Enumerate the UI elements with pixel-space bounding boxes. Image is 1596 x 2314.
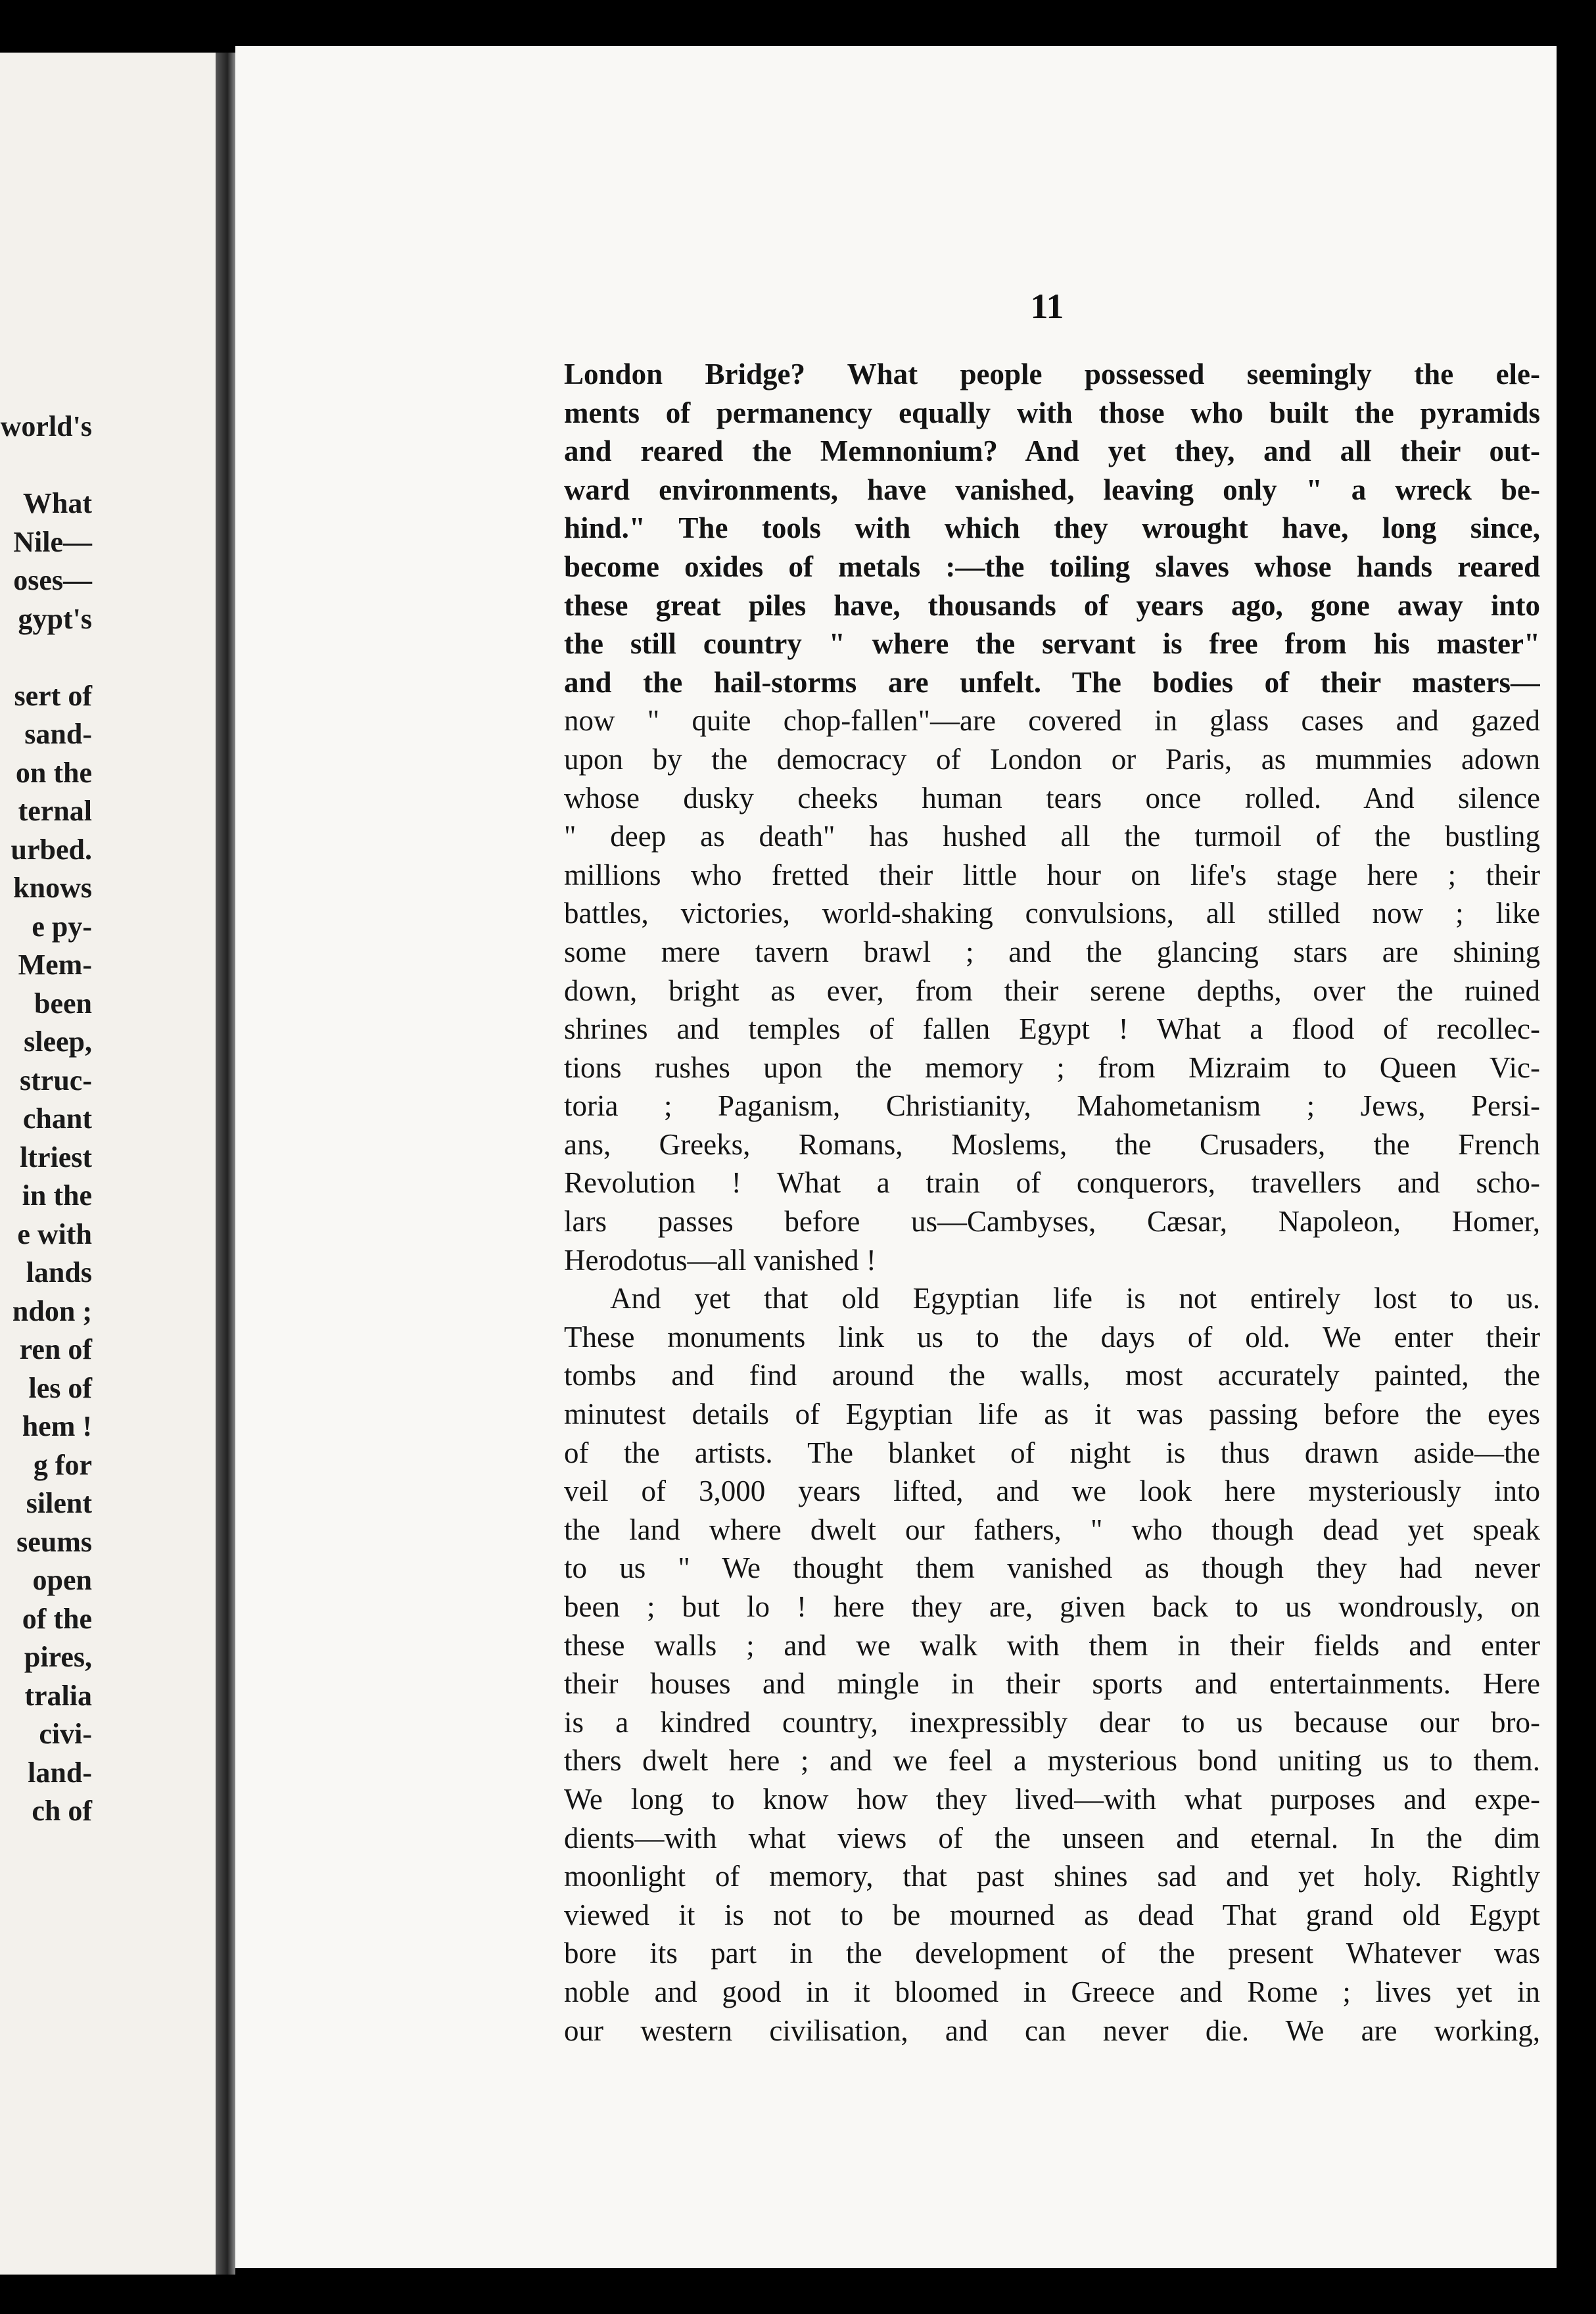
text-line: the still country " where the servant is free from his master" [564, 627, 1540, 661]
text-line: tions rushes upon the memory ; from Mizraim to Queen Vic- [564, 1051, 1540, 1084]
left-fragment-line: sand- [24, 718, 92, 750]
left-fragment-line: civi- [39, 1718, 92, 1750]
text-line: thers dwelt here ; and we feel a mysterious bond uniting us to them. [564, 1744, 1540, 1778]
left-fragment-line: sleep, [24, 1026, 92, 1058]
text-line: hind." The tools with which they wrought have, long since, [564, 511, 1540, 545]
body-text [564, 355, 1540, 2050]
left-fragment-line: on the [15, 756, 92, 789]
right-page [235, 46, 1557, 2268]
text-line: been ; but lo ! here they are, given back to us wondrously, on [564, 1590, 1540, 1623]
text-line: Herodotus—all vanished ! [564, 1243, 876, 1277]
text-line: moonlight of memory, that past shines sad and yet holy. Rightly [564, 1860, 1540, 1893]
left-fragment-line: world's [0, 410, 92, 442]
left-fragment-line: of the [22, 1602, 92, 1635]
text-line: veil of 3,000 years lifted, and we look here mysteriously into [564, 1475, 1540, 1508]
left-fragment-line: urbed. [11, 833, 92, 866]
text-line: millions who fretted their little hour on life's stage here ; their [564, 858, 1540, 891]
left-fragment-line: pires, [24, 1641, 92, 1673]
text-line: these great piles have, thousands of years ago, gone away into [564, 588, 1540, 622]
text-line: shrines and temples of fallen Egypt ! What a flood of recollec- [564, 1012, 1540, 1046]
left-fragment-line: g for [33, 1448, 92, 1481]
text-line: These monuments link us to the days of old. We enter their [564, 1320, 1540, 1354]
text-line: dients—with what views of the unseen and eternal. In the dim [564, 1821, 1540, 1854]
text-line: our western civilisation, and can never die. We are working, [564, 2014, 1540, 2047]
text-line: some mere tavern brawl ; and the glancing stars are shining [564, 935, 1540, 968]
text-line: now " quite chop-fallen"—are covered in glass cases and gazed [564, 704, 1540, 738]
text-line: and the hail-storms are unfelt. The bodies of their masters— [564, 665, 1540, 699]
left-fragment-line: sert of [14, 679, 92, 712]
left-fragment-line [0, 638, 92, 677]
left-fragment-line: ndon ; [12, 1294, 92, 1327]
text-line: And yet that old Egyptian life is not entirely lost to us. [610, 1282, 1540, 1315]
left-fragment-line: hem ! [22, 1410, 92, 1442]
text-line: bore its part in the development of the present Whatever was [564, 1937, 1540, 1970]
text-line: the land where dwelt our fathers, " who though dead yet speak [564, 1513, 1540, 1546]
left-fragment-line: oses— [13, 564, 92, 596]
text-line: ans, Greeks, Romans, Moslems, the Crusaders, the French [564, 1127, 1540, 1161]
text-line: down, bright as ever, from their serene depths, over the ruined [564, 974, 1540, 1007]
text-line: battles, victories, world-shaking convulsions, all stilled now ; like [564, 897, 1540, 930]
text-line: whose dusky cheeks human tears once rolled. And silence [564, 781, 1540, 815]
text-line: minutest details of Egyptian life as it was passing before the eyes [564, 1398, 1540, 1431]
left-fragment-line: lands [26, 1256, 92, 1288]
text-line: lars passes before us—Cambyses, Cæsar, Napoleon, Homer, [564, 1205, 1540, 1239]
text-line: noble and good in it bloomed in Greece and Rome ; lives yet in [564, 1975, 1540, 2008]
left-fragment-line [0, 446, 92, 485]
text-line: is a kindred country, inexpressibly dear to us because our bro- [564, 1705, 1540, 1739]
left-fragment-line: tralia [24, 1679, 92, 1712]
text-line: become oxides of metals :—the toiling slaves whose hands reared [564, 550, 1540, 583]
text-line: and reared the Memnonium? And yet they, and all their out- [564, 435, 1540, 468]
left-fragment-line: land- [28, 1756, 92, 1789]
left-fragment-line: knows [13, 872, 92, 904]
left-fragment-line: Mem- [18, 949, 92, 981]
page-number: 11 [1030, 287, 1064, 326]
left-fragment-line: open [32, 1564, 92, 1596]
left-fragment-line: struc- [20, 1064, 92, 1097]
text-line: toria ; Paganism, Christianity, Mahometanism ; Jews, Persi- [564, 1089, 1540, 1123]
left-page [0, 53, 227, 2275]
left-fragment-line: silent [26, 1487, 92, 1519]
text-line: their houses and mingle in their sports and entertainments. Here [564, 1667, 1540, 1701]
text-line: London Bridge? What people possessed seemingly the ele- [564, 358, 1540, 390]
left-fragment-line: ch of [32, 1795, 92, 1827]
text-line: ward environments, have vanished, leaving only " a wreck be- [564, 473, 1540, 506]
left-fragment-line: ltriest [20, 1141, 92, 1173]
left-fragment-line: What [22, 487, 92, 519]
left-fragment-line: ren of [19, 1333, 92, 1365]
text-line: tombs and find around the walls, most accurately painted, the [564, 1359, 1540, 1392]
left-fragment-line: Nile— [13, 525, 92, 558]
text-line: Revolution ! What a train of conquerors, travellers and scho- [564, 1166, 1540, 1200]
text-line: upon by the democracy of London or Paris, as mummies adown [564, 742, 1540, 776]
text-line: ments of permanency equally with those who built the pyramids [564, 396, 1540, 429]
left-fragment-line: e with [17, 1217, 92, 1250]
text-line: to us " We thought them vanished as though they had never [564, 1551, 1540, 1585]
left-fragment-line: les of [28, 1371, 92, 1404]
text-line: viewed it is not to be mourned as dead That grand old Egypt [564, 1898, 1540, 1931]
book-gutter [216, 53, 235, 2275]
left-fragment-line: in the [22, 1179, 92, 1212]
left-fragment-line: been [34, 987, 92, 1020]
left-fragment-line: gypt's [18, 602, 92, 635]
left-page-text-fragments [0, 408, 92, 1831]
left-fragment-line: seums [16, 1525, 92, 1558]
text-line: We long to know how they lived—with what purposes and expe- [564, 1782, 1540, 1816]
text-line: these walls ; and we walk with them in their fields and enter [564, 1628, 1540, 1662]
left-fragment-line: chant [22, 1102, 92, 1135]
left-fragment-line: e py- [32, 910, 92, 943]
text-line: of the artists. The blanket of night is thus drawn aside—the [564, 1436, 1540, 1469]
left-fragment-line: ternal [18, 795, 92, 827]
text-line: " deep as death" has hushed all the turmoil of the bustling [564, 820, 1540, 853]
